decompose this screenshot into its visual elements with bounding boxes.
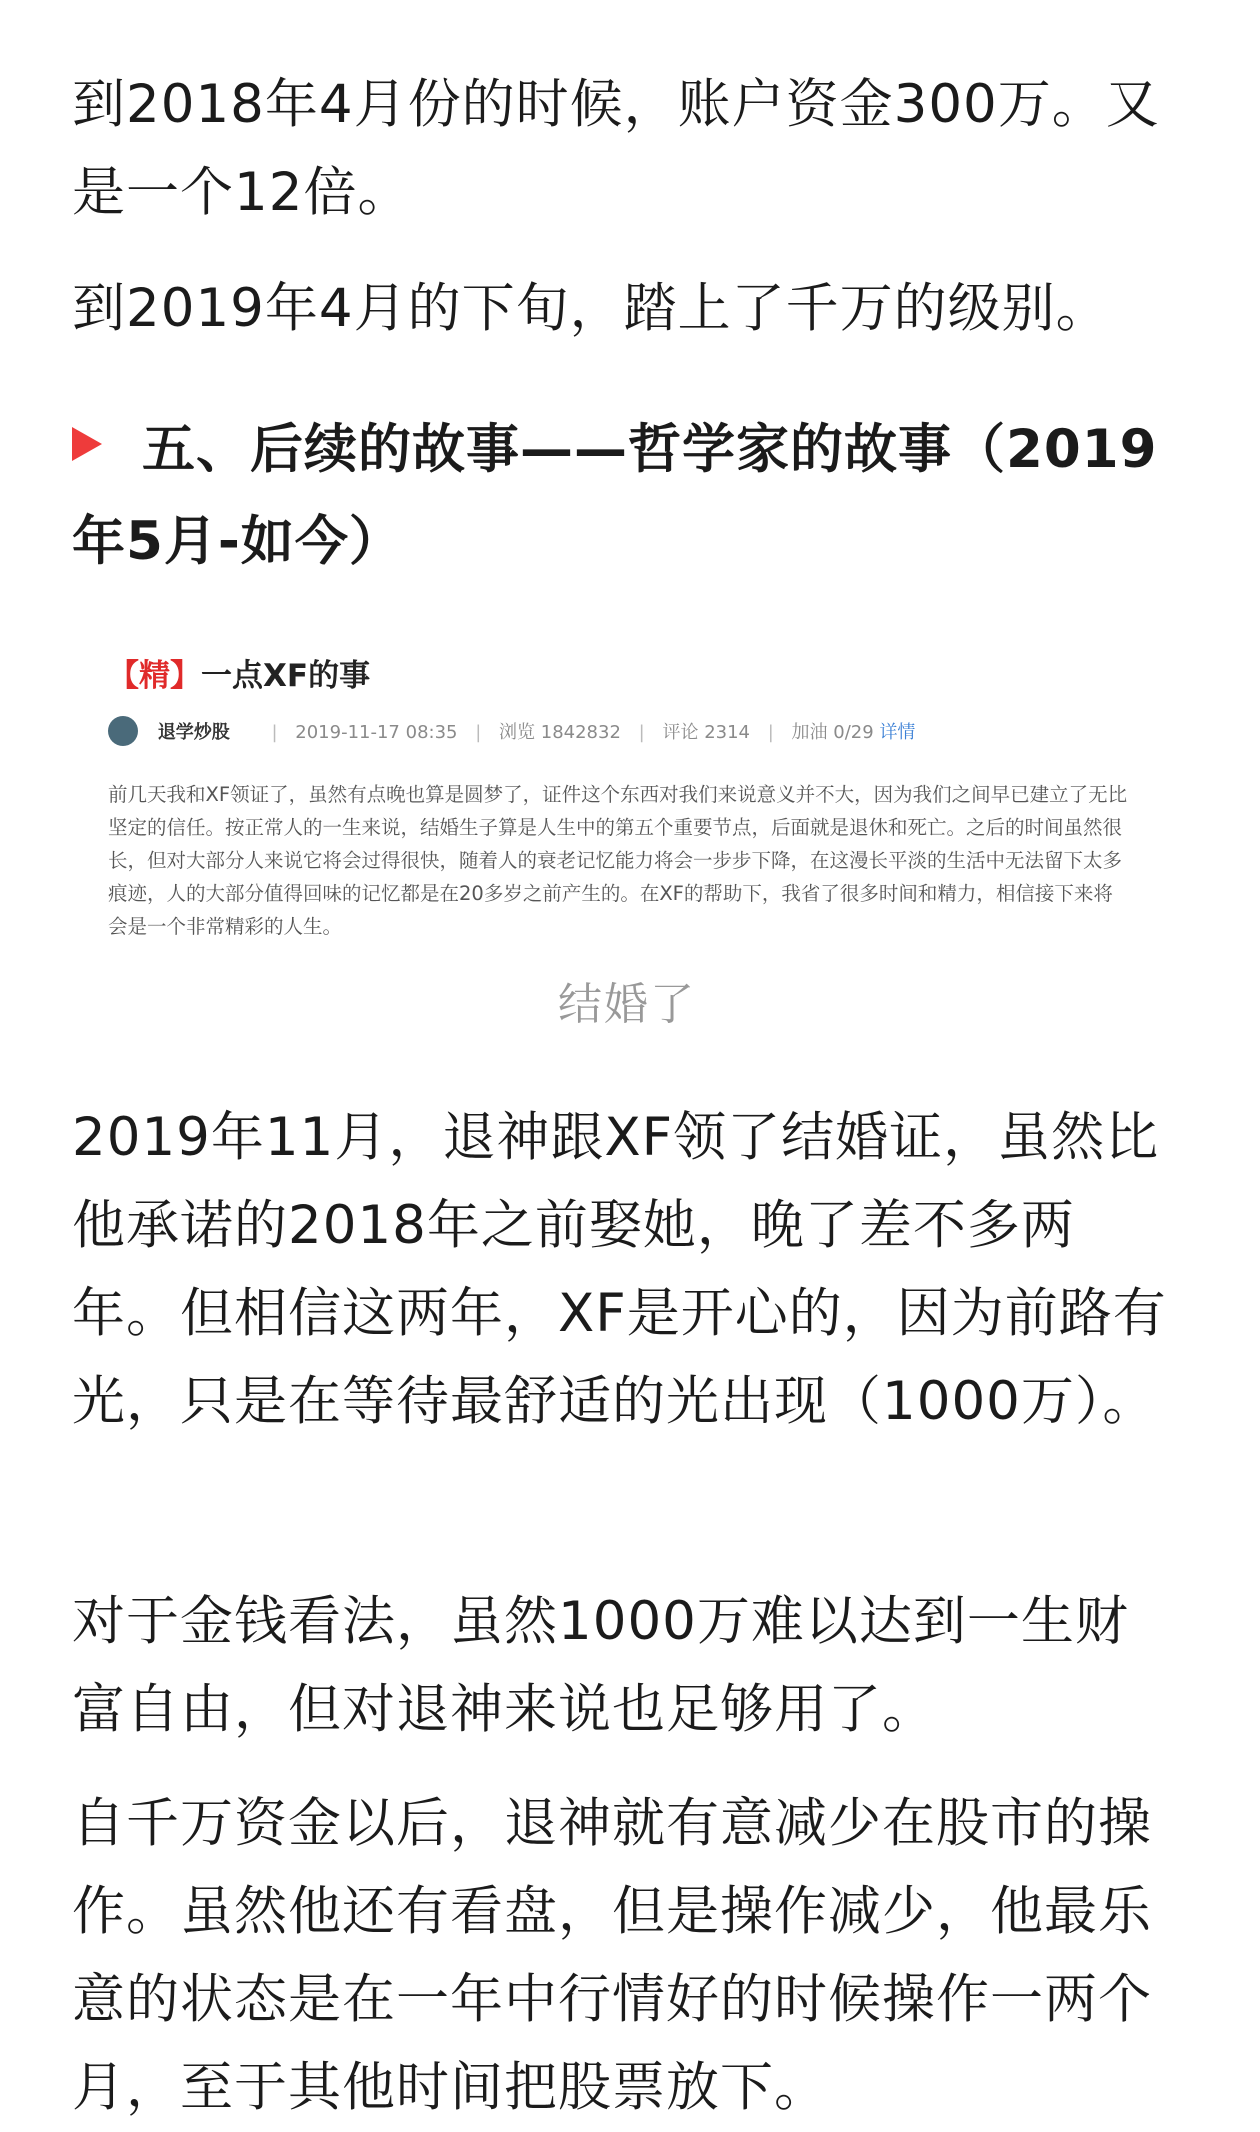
post-author: 退学炒股	[157, 722, 230, 743]
meta-divider: |	[271, 722, 278, 743]
post-bonus: 加油 0/29	[791, 722, 874, 743]
section-heading-text: 五、后续的故事——哲学家的故事（2019年5月-如今）	[72, 419, 1158, 572]
post-body: 前几天我和XF领证了，虽然有点晚也算是圆梦了，证件这个东西对我们来说意义并不大，因为我们之间早已建立了无比坚定的信任。按正常人的一生来说，结婚生子算是人生中的第五个重要节点，后面就是退休和死亡。之后的时间虽然很长，但对大部分人来说它将会过得很快，随着人的衰老记忆能力将会一步步下降，在这漫长平淡的生活中无法留下太多痕迹，人的大部分值得回味的记忆都是在20多岁之前产生的。在XF的帮助下，我省了很多时间和精力，相信接下来将会是一个非常精彩的人生。	[108, 783, 1128, 938]
post-comments: 评论 2314	[662, 722, 750, 743]
post-detail-link: 详情	[879, 722, 916, 743]
avatar	[108, 716, 138, 746]
meta-divider: |	[767, 722, 774, 743]
post-title	[108, 650, 370, 695]
section-heading	[72, 404, 1182, 588]
paragraph-marriage: 2019年11月，退神跟XF领了结婚证，虽然比他承诺的2018年之前娶她，晚了差不多两年。但相信这两年，XF是开心的，因为前路有光，只是在等待最舒适的光出现（1000万）。	[72, 1107, 1167, 1432]
post-date: 2019-11-17 08:35	[295, 722, 458, 743]
paragraph-money-view: 对于金钱看法，虽然1000万难以达到一生财富自由，但对退神来说也足够用了。	[72, 1591, 1129, 1740]
paragraph-reduce-trading: 自千万资金以后，退神就有意减少在股市的操作。虽然他还有看盘，但是操作减少，他最乐意的状态是在一年中行情好的时候操作一两个月，至于其他时间把股票放下。	[72, 1793, 1152, 2118]
post-title-text: 一点XF的事	[201, 658, 371, 694]
post-meta	[108, 718, 915, 748]
post-tag: 【精】	[108, 658, 201, 694]
embedded-post-screenshot	[90, 630, 1170, 950]
image-caption: 结婚了	[558, 979, 696, 1030]
post-views: 浏览 1842832	[499, 722, 621, 743]
triangle-bullet-icon	[72, 427, 102, 461]
paragraph-ten-million: 到2019年4月的下旬，踏上了千万的级别。	[72, 278, 1110, 339]
meta-divider: |	[475, 722, 482, 743]
paragraph-account-300w: 到2018年4月份的时候，账户资金300万。又是一个12倍。	[72, 74, 1160, 223]
meta-divider: |	[638, 722, 645, 743]
